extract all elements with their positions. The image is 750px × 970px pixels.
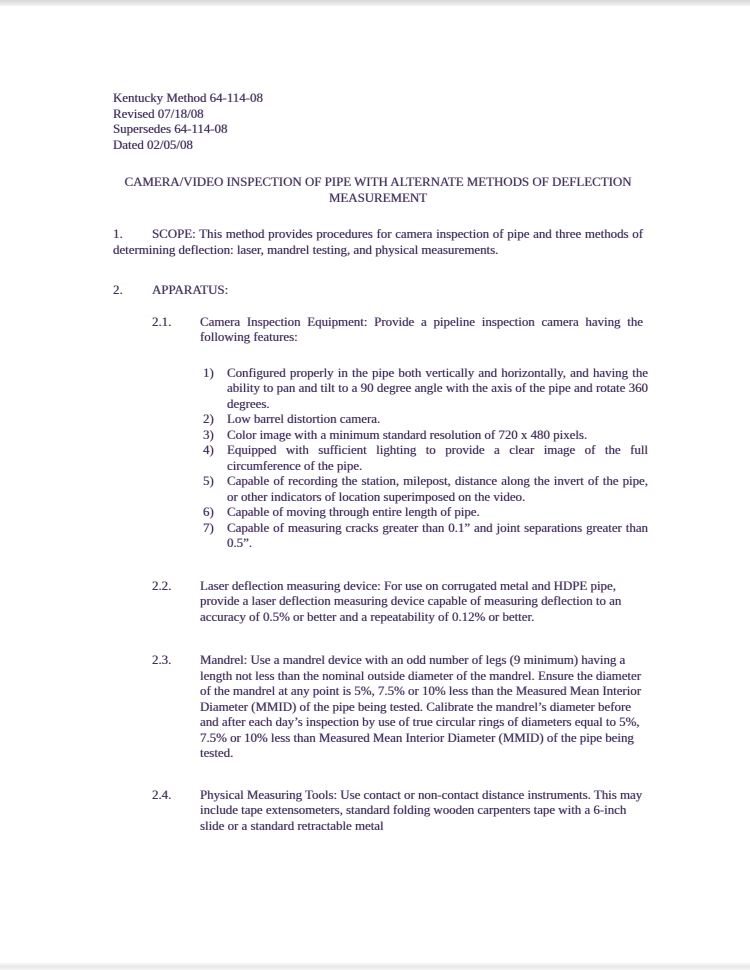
feature-item-1-text: Configured properly in the pipe both vertically and horizontally, and having the ability to pan and tilt to a 90 degree angle with the axis of the pipe and rotate 360 degrees.	[227, 365, 648, 411]
subsection-2-1-camera-equipment	[152, 315, 750, 346]
section-2-number: 2.	[113, 283, 123, 297]
header-supersedes: Supersedes 64-114-08	[113, 122, 228, 136]
header-method-number: Kentucky Method 64-114-08	[113, 91, 263, 105]
feature-item-4-text: Equipped with sufficient lighting to provide a clear image of the full circumference of the pipe.	[227, 443, 648, 473]
subsection-2-2-text: Laser deflection measuring device: For use on corrugated metal and HDPE pipe, provide a laser deflection measuring device capable of measuring deflection to an accuracy of 0.5% or better and a repeatability of 0.12% or better.	[200, 578, 622, 624]
feature-item-3-number: 3)	[203, 427, 214, 442]
feature-item-1-number: 1)	[203, 365, 214, 380]
section-1-text: SCOPE: This method provides procedures for camera inspection of pipe and three methods of determining deflection: laser, mandrel testing, and physical measurements.	[113, 227, 643, 257]
section-1-scope	[113, 227, 643, 258]
feature-item-6-text: Capable of moving through entire length of pipe.	[227, 505, 480, 519]
feature-item-5-number: 5)	[203, 474, 214, 488]
document-header	[113, 91, 750, 153]
subsection-2-3-number: 2.3.	[152, 653, 172, 667]
scan-edge-bottom	[0, 962, 750, 970]
section-2-text: APPARATUS:	[152, 283, 229, 297]
feature-item-7-text: Capable of measuring cracks greater than 0.1” and joint separations greater than 0.5”.	[227, 520, 648, 550]
feature-item-4	[203, 443, 750, 474]
feature-item-7	[203, 521, 750, 552]
feature-item-3-text: Color image with a minimum standard resolution of 720 x 480 pixels.	[227, 427, 588, 442]
document-title: CAMERA/VIDEO INSPECTION OF PIPE WITH ALTERNATE METHODS OF DEFLECTION MEASUREMENT	[124, 175, 632, 205]
feature-item-1	[203, 366, 750, 413]
feature-item-5	[203, 474, 750, 505]
feature-item-6-number: 6)	[203, 505, 214, 519]
subsection-2-1-number: 2.1.	[152, 314, 172, 329]
section-2-apparatus	[113, 283, 643, 299]
subsection-2-3-mandrel	[152, 653, 750, 762]
header-dated: Dated 02/05/08	[113, 137, 193, 152]
subsection-2-4-physical-tools	[152, 788, 750, 835]
feature-item-3	[203, 428, 750, 444]
subsection-2-4-text: Physical Measuring Tools: Use contact or non-contact distance instruments. This may include tape extensometers, standard folding wooden carpenters tape with a 6-inch slide or a standard retractable metal	[200, 787, 643, 833]
subsection-2-2-laser-device	[152, 579, 750, 626]
feature-item-2	[203, 412, 750, 428]
header-revised-date: Revised 07/18/08	[113, 106, 204, 121]
subsection-2-4-number: 2.4.	[152, 787, 172, 802]
camera-feature-list	[203, 366, 750, 552]
feature-item-6	[203, 505, 750, 521]
feature-item-2-number: 2)	[203, 412, 214, 426]
subsection-2-2-number: 2.2.	[152, 578, 172, 593]
feature-item-2-text: Low barrel distortion camera.	[227, 412, 381, 426]
feature-item-5-text: Capable of recording the station, milepost, distance along the invert of the pipe, or other indicators of location superimposed on the video.	[227, 474, 648, 504]
feature-item-4-number: 4)	[203, 443, 214, 457]
feature-item-7-number: 7)	[203, 520, 214, 535]
section-1-number: 1.	[113, 227, 123, 241]
subsection-2-3-text: Mandrel: Use a mandrel device with an odd number of legs (9 minimum) having a length not less than the nominal outside diameter of the mandrel. Ensure the diameter of the mandrel at any point is 5%, 7.5% or 10% less than the Measured Mean Interior Diameter (MMID) of the pipe being tested. Calibrate the mandrel’s diameter before and after each day’s inspection by use of true circular rings of diameters equal to 5%, 7.5% or 10% less than Measured Mean Interior Diameter (MMID) of the pipe being tested.	[200, 653, 642, 760]
subsection-2-1-text: Camera Inspection Equipment: Provide a pipeline inspection camera having the following features:	[200, 314, 643, 344]
